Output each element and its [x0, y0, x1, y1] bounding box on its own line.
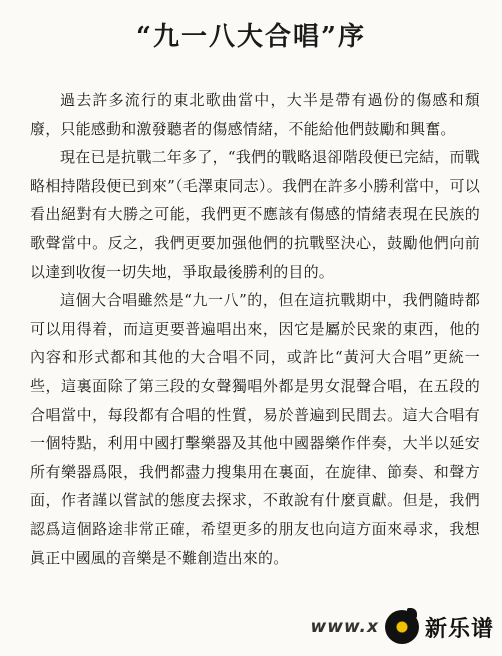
watermark: [311, 610, 494, 644]
paragraph-3: 這個大合唱雖然是“九一八”的，但在這抗戰期中，我們隨時都可以用得着，而這更要普遍唱出來，因它是屬於民衆的東西，他的內容和形式都和其他的大合唱不同，或許比“黃河大合唱”更統一些，這裏面除了第三段的女聲獨唱外都是男女混聲合唱，在五段的合唱當中，每段都有合唱的性質，易於普遍到民間去。這大合唱有一個特點，利用中國打擊樂器及其他中國器樂作伴奏，大半以延安所有樂器爲限，我們都盡力搜集用在裏面，在旋律、節奏、和聲方面，作者謹以嘗試的態度去探求，不敢說有什麼貢獻。但是，我們認爲這個路途非常正確，希望更多的朋友也向這方面來尋求，我想眞正中國風的音樂是不難創造出來的。: [30, 291, 480, 567]
watermark-name: 新乐谱: [424, 616, 494, 642]
watermark-url: www.x: [310, 617, 379, 637]
document-title: “九一八大合唱”序: [136, 22, 366, 52]
paragraph-1: 過去許多流行的東北歌曲當中，大半是帶有過份的傷感和頹廢，只能感動和激發聽者的傷感情緒，不能給他們鼓勵和興奮。: [30, 91, 480, 138]
music-disc-icon: [385, 610, 419, 644]
paragraph-2: 現在已是抗戰二年多了，“我們的戰略退卻階段便已完結，而戰略相持階段便已到來”（毛澤東同志）。我們在許多小勝利當中，可以看出絕對有大勝之可能，我們更不應該有傷感的情緒表現在民族的歌聲當中。反之，我們更要加强他們的抗戰堅決心，鼓勵他們向前以達到收復一切失地，爭取最後勝利的目的。: [30, 148, 480, 281]
document-body: [30, 86, 480, 572]
